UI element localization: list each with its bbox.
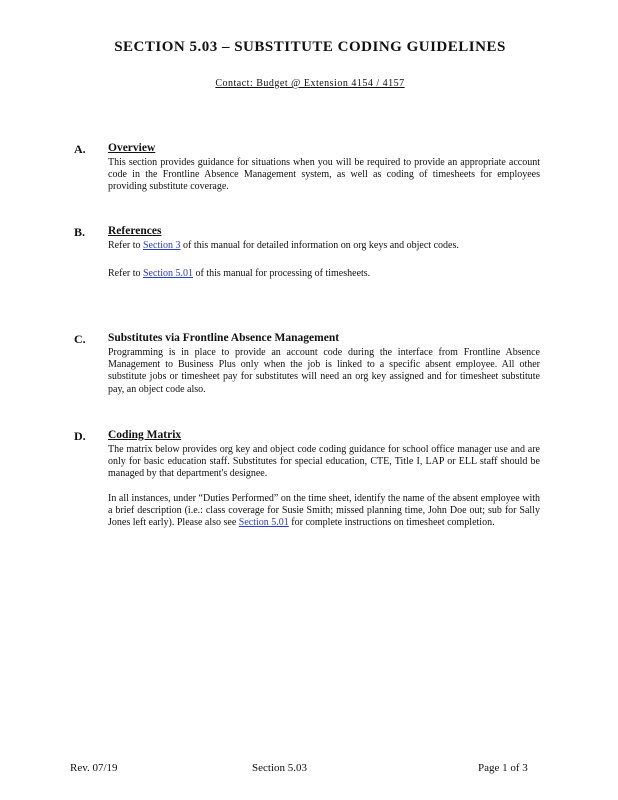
reference-text: of this manual for detailed information on org keys and object codes.	[180, 240, 459, 251]
section-body	[108, 157, 540, 194]
reference-text: Refer to	[108, 268, 143, 280]
matrix-paragraph-2	[108, 493, 540, 530]
matrix-text: In all instances, under “Duties Performed” on the time sheet, identify the name of the absent employee with a brief description (i.e.: class coverage for Susie Smith; missed planning time, John Doe out; sub for Sally Jones left early). Please also see	[108, 492, 540, 529]
section-heading: Overview	[108, 142, 156, 154]
contact-text: Contact: Budget @ Extension 4154 / 4157	[215, 78, 405, 89]
footer-page-number: Page 1 of 3	[478, 762, 528, 774]
reference-text: of this manual for processing of timesheets.	[193, 268, 371, 280]
reference-text: Refer to	[108, 240, 143, 251]
section-body	[108, 444, 540, 529]
page-title: SECTION 5.03 – SUBSTITUTE CODING GUIDELINES	[114, 39, 506, 55]
section-heading: Substitutes via Frontline Absence Management	[108, 332, 340, 344]
section-body	[108, 347, 540, 396]
section-heading: References	[108, 225, 162, 237]
footer-revision: Rev. 07/19	[70, 762, 118, 774]
section-letter: A.	[74, 142, 86, 156]
section-5-01-link[interactable]: Section 5.01	[143, 268, 193, 280]
section-letter: C.	[74, 332, 86, 346]
overview-paragraph: This section provides guidance for situations when you will be required to provide an appropriate account code in the Frontline Absence Management system, as well as coding of timesheets for employees providing substitute coverage.	[108, 157, 540, 193]
section-body	[108, 240, 540, 280]
footer-section: Section 5.03	[252, 762, 307, 774]
reference-paragraph-2	[108, 268, 540, 280]
substitutes-paragraph: Programming is in place to provide an account code during the interface from Frontline Absence Management to Business Plus only when the job is linked to a specific absent employee. All other substitute jobs or timesheet pay for substitutes will need an org key assigned and for timesheet substitute pay, an object code also.	[108, 347, 540, 395]
matrix-paragraph-1: The matrix below provides org key and object code coding guidance for school office manager use and are only for basic education staff. Substitutes for special education, CTE, Title I, LAP or ELL staff should be managed by that department's designee.	[108, 444, 540, 480]
section-3-link[interactable]: Section 3	[143, 240, 181, 251]
matrix-text: for complete instructions on timesheet completion.	[288, 517, 495, 529]
section-5-01-link[interactable]: Section 5.01	[238, 517, 289, 529]
section-letter: D.	[74, 429, 86, 443]
reference-paragraph-1	[108, 240, 540, 252]
contact-line	[60, 78, 560, 89]
section-letter: B.	[74, 225, 86, 239]
section-heading: Coding Matrix	[108, 429, 182, 441]
